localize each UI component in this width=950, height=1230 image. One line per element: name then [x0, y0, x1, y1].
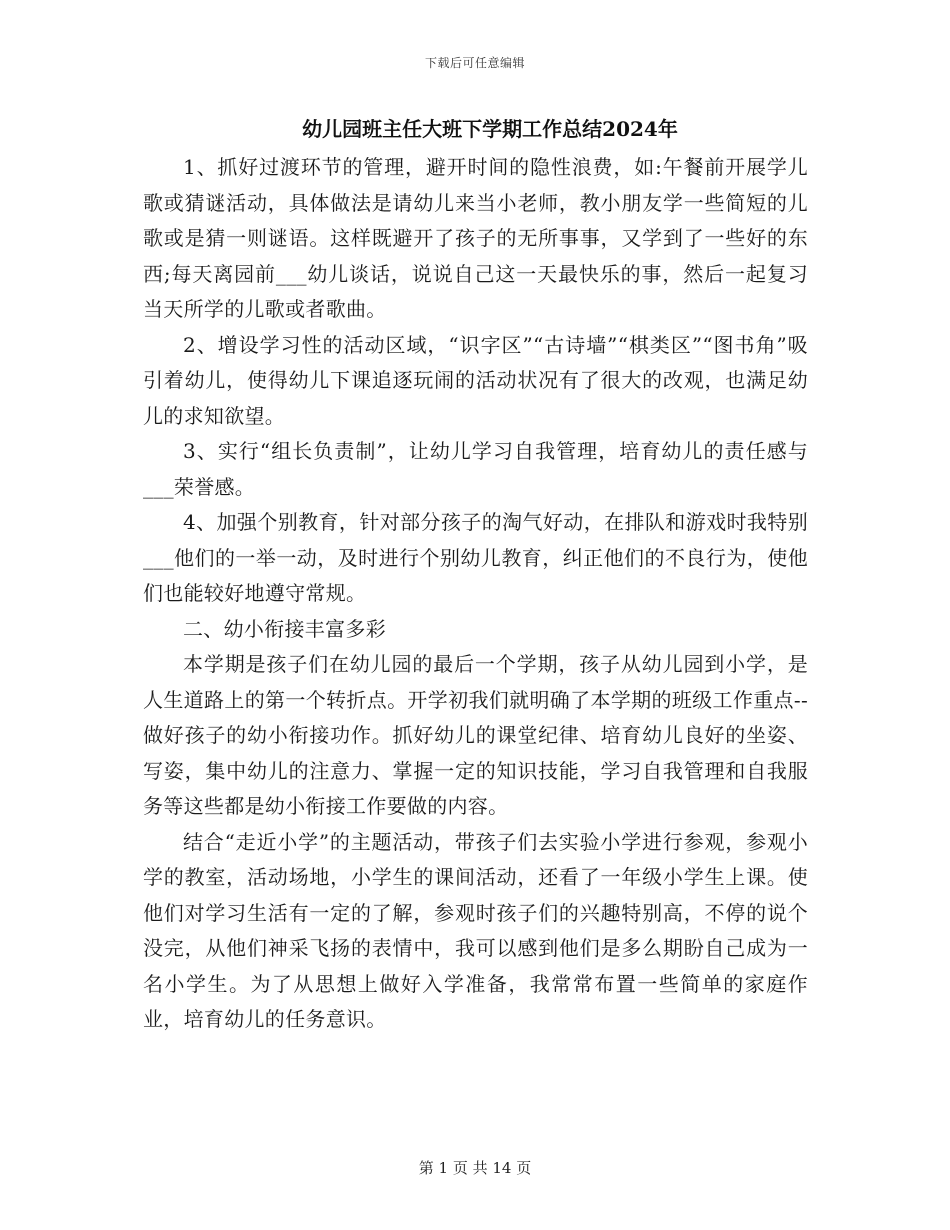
page-header: 下载后可任意编辑: [424, 56, 525, 70]
document-title: 幼儿园班主任大班下学期工作总结2024年: [302, 117, 678, 141]
paragraph-item-6: 结合“走近小学”的主题活动，带孩子们去实验小学进行参观，参观小学的教室，活动场地，小学生的课间活动，还看了一年级小学生上课。使他们对学习生活有一定的了解，参观时孩子们的兴趣特别高，不停的说个没完，从他们神采飞扬的表情中，我可以感到他们是多么期盼自己成为一名小学生。为了从思想上做好入学准备，我常常布置一些简单的家庭作业，培育幼儿的任务意识。: [143, 829, 808, 1031]
section-heading: 二、幼小衔接丰富多彩: [183, 616, 386, 641]
document-body: [143, 150, 808, 1038]
paragraph-item-1: 1、抓好过渡环节的管理，避开时间的隐性浪费，如:午餐前开展学儿歌或猜谜活动，具体做法是请幼儿来当小老师，教小朋友学一些简短的儿歌或是猜一则谜语。这样既避开了孩子的无所事事，又学到了一些好的东西;每天离园前___幼儿谈话，说说自己这一天最快乐的事，然后一起复习当天所学的儿歌或者歌曲。: [143, 155, 808, 321]
paragraph-item-5: 本学期是孩子们在幼儿园的最后一个学期，孩子从幼儿园到小学，是人生道路上的第一个转折点。开学初我们就明确了本学期的班级工作重点--做好孩子的幼小衔接功作。抓好幼儿的课堂纪律、培育幼儿良好的坐姿、写姿，集中幼儿的注意力、掌握一定的知识技能，学习自我管理和自我服务等这些都是幼小衔接工作要做的内容。: [143, 652, 808, 818]
page-footer: 第 1 页 共 14 页: [418, 1159, 532, 1177]
paragraph-item-4: 4、加强个别教育，针对部分孩子的淘气好动，在排队和游戏时我特别___他们的一举一动，及时进行个别幼儿教育，纠正他们的不良行为，使他们也能较好地遵守常规。: [143, 510, 808, 605]
paragraph-item-2: 2、增设学习性的活动区域，“识字区”“古诗墙”“棋类区”“图书角”吸引着幼儿，使得幼儿下课追逐玩闹的活动状况有了很大的改观，也满足幼儿的求知欲望。: [143, 332, 808, 428]
paragraph-item-3: 3、实行“组长负责制”，让幼儿学习自我管理，培育幼儿的责任感与___荣誉感。: [143, 439, 808, 499]
